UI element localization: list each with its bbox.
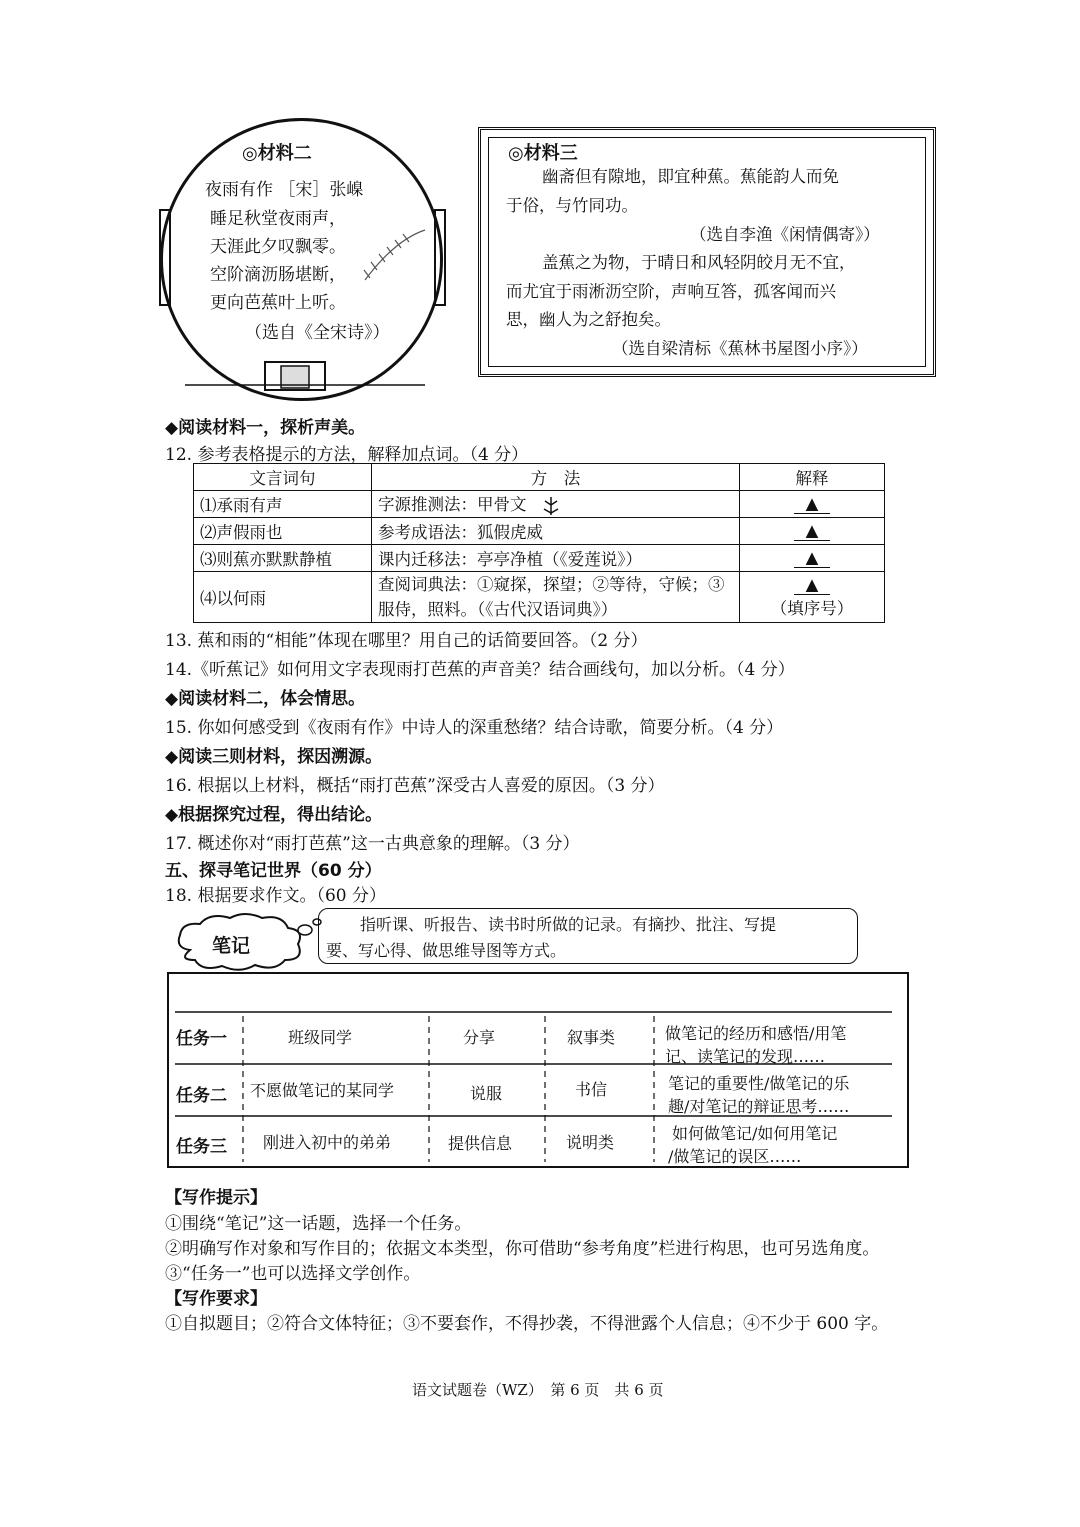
table-cell: ⑵声假雨也 <box>194 518 372 545</box>
task-purpose: 说服 <box>470 1084 503 1103</box>
task-angle: 做笔记的经历和感悟/用笔 <box>665 1024 847 1043</box>
material-three-text: 盖蕉之为物，于晴日和风轻阴皎月无不宜， <box>542 253 856 272</box>
task-purpose: 分享 <box>463 1028 496 1047</box>
table-row <box>194 518 885 545</box>
task-name: 任务二 <box>176 1086 227 1106</box>
question-12: 12. 参考表格提示的方法，解释加点词。（4 分） <box>165 445 529 465</box>
poem-line: 空阶滴沥肠堪断， <box>210 265 346 285</box>
material-three-text: 于俗，与竹同功。 <box>506 196 638 215</box>
answer-blank: ▲ <box>794 549 830 568</box>
answer-blank: ▲ <box>794 522 830 541</box>
poem-line: 天涯此夕叹飘零。 <box>210 237 346 257</box>
task-type: 叙事类 <box>567 1028 616 1047</box>
table-cell <box>372 491 740 518</box>
question-17: 17. 概述你对“雨打芭蕉”这一古典意象的理解。（3 分） <box>165 834 580 854</box>
task-name: 任务一 <box>176 1029 227 1049</box>
answer-cell <box>740 572 885 623</box>
task-target: 不愿做笔记的某同学 <box>250 1081 395 1100</box>
tips-heading: 【写作提示】 <box>165 1188 267 1208</box>
table-row <box>194 545 885 572</box>
section-heading: ◆阅读材料一，探析声美。 <box>165 418 366 438</box>
question-15: 15. 你如何感受到《夜雨有作》中诗人的深重愁绪？结合诗歌，简要分析。（4 分） <box>165 718 784 738</box>
poem-title: 夜雨有作 ［宋］张嵲 <box>205 180 364 200</box>
table-cell: ⑶则蕉亦默默静植 <box>194 545 372 572</box>
table-row <box>194 572 885 623</box>
page-footer: 语文试题卷（WZ） 第 6 页 共 6 页 <box>412 1381 664 1399</box>
poem-line: 更向芭蕉叶上听。 <box>210 293 346 313</box>
task-type: 说明类 <box>566 1133 615 1152</box>
tip-item: ①围绕“笔记”这一话题，选择一个任务。 <box>165 1214 472 1234</box>
material-three-source: （选自李渔《闲情偶寄》） <box>690 225 880 244</box>
table-cell: 课内迁移法：亭亭净植（《爱莲说》） <box>372 545 740 572</box>
table-header: 方 法 <box>372 464 740 491</box>
part-heading: 五、探寻笔记世界（60 分） <box>165 861 382 881</box>
material-three-source: （选自梁清标《蕉林书屋图小序》） <box>612 339 868 358</box>
material-three-text: 幽斋但有隙地，即宜种蕉。蕉能韵人而免 <box>542 167 839 186</box>
task-name: 任务三 <box>176 1137 227 1157</box>
oracle-bone-glyph-icon <box>540 495 562 517</box>
section-heading: ◆根据探究过程，得出结论。 <box>165 805 383 825</box>
task-angle: 笔记的重要性/做笔记的乐 <box>668 1074 850 1093</box>
table-cell: ⑴承雨有声 <box>194 491 372 518</box>
tip-item: ③“任务一”也可以选择文学创作。 <box>165 1264 421 1284</box>
task-target: 刚进入初中的弟弟 <box>263 1133 392 1152</box>
question-13: 13. 蕉和雨的“相能”体现在哪里？用自己的话简要回答。（2 分） <box>165 631 648 651</box>
table-cell: 参考成语法：狐假虎威 <box>372 518 740 545</box>
task-angle: 如何做笔记/如何用笔记 <box>672 1124 838 1143</box>
section-heading: ◆阅读三则材料，探因溯源。 <box>165 747 383 767</box>
task-type: 书信 <box>575 1080 608 1099</box>
material-three-heading: ◎材料三 <box>508 143 578 164</box>
definition-text: 要、写心得、做思维导图等方式。 <box>326 941 567 960</box>
answer-note: （填序号） <box>770 599 854 618</box>
question-18: 18. 根据要求作文。（60 分） <box>165 886 386 906</box>
task-angle: 记、读笔记的发现…… <box>665 1047 826 1066</box>
task-purpose: 提供信息 <box>448 1134 513 1153</box>
answer-cell <box>740 491 885 518</box>
poem-line: 睡足秋堂夜雨声， <box>210 209 346 229</box>
requirements-heading: 【写作要求】 <box>165 1289 267 1309</box>
answer-blank: ▲ <box>794 495 830 514</box>
method-table <box>193 463 885 623</box>
table-header: 文言词句 <box>194 464 372 491</box>
material-two-heading: ◎材料二 <box>242 143 312 164</box>
material-three-text: 而尤宜于雨淅沥空阶，声响互答，孤客闻而兴 <box>506 282 836 301</box>
table-cell: ⑷以何雨 <box>194 572 372 623</box>
answer-cell <box>740 518 885 545</box>
question-14: 14.《听蕉记》如何用文字表现雨打芭蕉的声音美？结合画线句，加以分析。（4 分） <box>165 660 795 680</box>
material-three-text: 思，幽人为之舒抱矣。 <box>506 310 671 329</box>
cloud-label: 笔记 <box>212 935 251 957</box>
requirements-text: ①自拟题目；②符合文体特征；③不要套作，不得抄袭，不得泄露个人信息；④不少于 600 字。 <box>165 1314 889 1334</box>
section-heading: ◆阅读材料二，体会情思。 <box>165 689 366 709</box>
method-text: 字源推测法：甲骨文 <box>378 495 527 515</box>
question-16: 16. 根据以上材料，概括“雨打芭蕉”深受古人喜爱的原因。（3 分） <box>165 776 665 796</box>
table-row <box>194 491 885 518</box>
task-angle: 趣/对笔记的辩证思考…… <box>668 1097 850 1116</box>
answer-cell <box>740 545 885 572</box>
answer-blank: ▲ <box>794 576 830 595</box>
table-cell: 查阅词典法：①窥探，探望；②等待，守候；③服侍，照料。（《古代汉语词典》） <box>372 572 740 623</box>
tip-item: ②明确写作对象和写作目的；依据文本类型，你可借助“参考角度”栏进行构思，也可另选角度。 <box>165 1239 880 1259</box>
table-header: 解释 <box>740 464 885 491</box>
definition-text: 指听课、听报告、读书时所做的记录。有摘抄、批注、写提 <box>360 915 777 934</box>
task-angle: /做笔记的误区…… <box>668 1147 802 1166</box>
task-target: 班级同学 <box>288 1028 353 1047</box>
poem-source: （选自《全宋诗》） <box>245 323 390 343</box>
